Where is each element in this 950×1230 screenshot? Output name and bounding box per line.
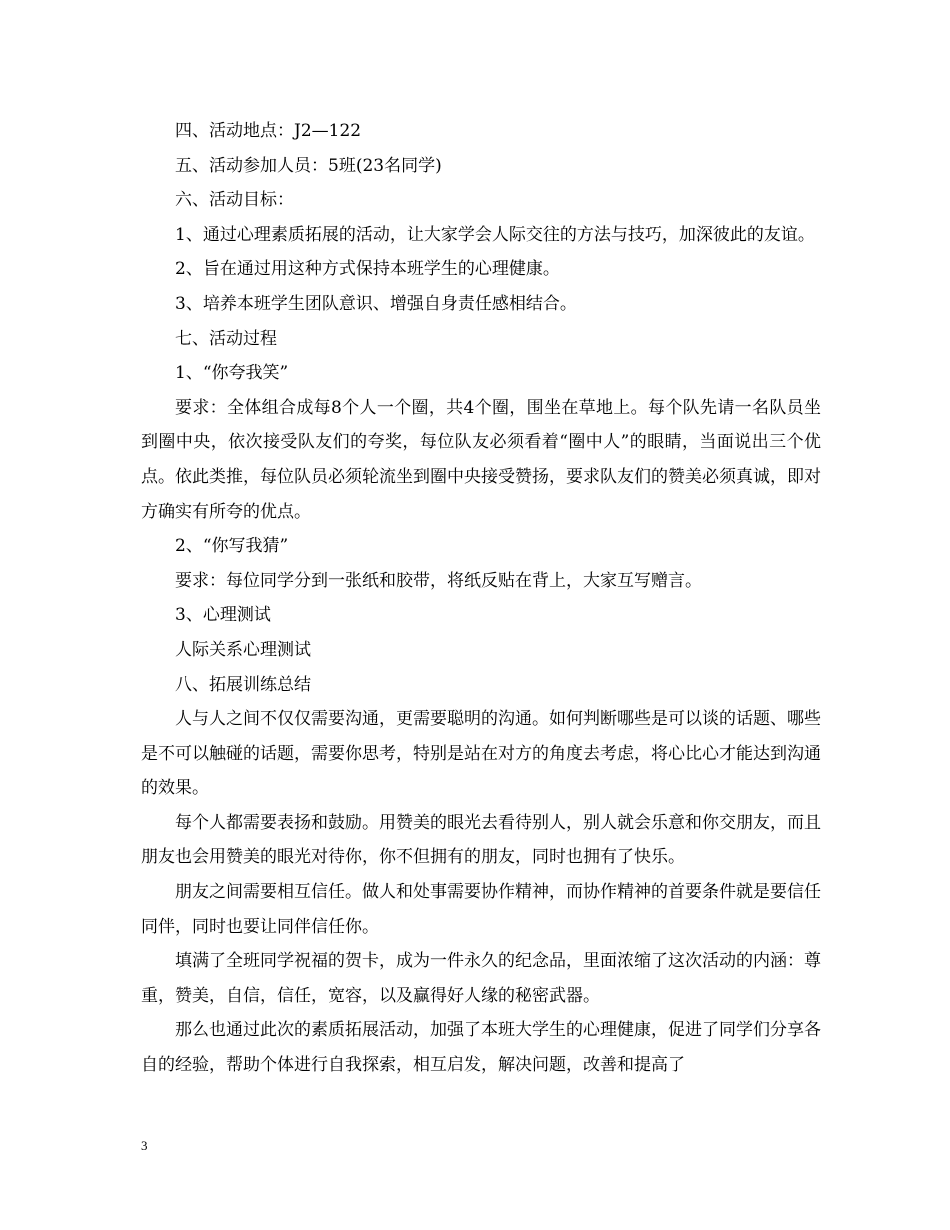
subsection-heading: 2、“你写我猜”: [175, 536, 289, 557]
subsection-heading: 1、“你夸我笑”: [175, 363, 289, 384]
document-body: [141, 114, 821, 1083]
paragraph: 人与人之间不仅仅需要沟通，更需要聪明的沟通。如何判断哪些是可以谈的话题、哪些是不可以触碰的话题，需要你思考，特别是站在对方的角度去考虑，将心比心才能达到沟通的效果。: [141, 709, 821, 799]
paragraph: 那么也通过此次的素质拓展活动，加强了本班大学生的心理健康，促进了同学们分享各自的经验，帮助个体进行自我探索，相互启发，解决问题，改善和提高了: [141, 1020, 821, 1076]
paragraph: 填满了全班同学祝福的贺卡，成为一件永久的纪念品，里面浓缩了这次活动的内涵：尊重，赞美，自信，信任，宽容，以及赢得好人缘的秘密武器。: [141, 951, 821, 1006]
subsection-heading: 3、心理测试: [175, 605, 271, 626]
paragraph: 1、通过心理素质拓展的活动，让大家学会人际交往的方法与技巧，加深彼此的友谊。: [175, 224, 815, 245]
paragraph: 四、活动地点：J2—122: [175, 121, 362, 141]
paragraph: 要求：每位同学分到一张纸和胶带，将纸反贴在背上，大家互写赠言。: [175, 570, 702, 591]
page-number: 3: [141, 1138, 148, 1153]
paragraph: 3、培养本班学生团队意识、增强自身责任感相结合。: [175, 293, 577, 314]
paragraph: 每个人都需要表扬和鼓励。用赞美的眼光去看待别人，别人就会乐意和你交朋友，而且朋友也会用赞美的眼光对待你，你不但拥有的朋友，同时也拥有了快乐。: [141, 812, 821, 868]
paragraph: 2、旨在通过用这种方式保持本班学生的心理健康。: [175, 259, 560, 280]
paragraph: 人际关系心理测试: [175, 639, 311, 660]
paragraph: 六、活动目标：: [175, 190, 294, 211]
paragraph: 要求：全体组合成每8个人一个圈，共4个圈，围坐在草地上。每个队先请一名队员坐到圈中央，依次接受队友们的夸奖，每位队友必须看着“圈中人”的眼睛，当面说出三个优点。依此类推，每位队员必须轮流坐到圈中央接受赞扬，要求队友们的赞美必须真诚，即对方确实有所夸的优点。: [141, 397, 821, 522]
section-heading: 八、拓展训练总结: [175, 674, 311, 695]
paragraph: 五、活动参加人员：5班(23名同学): [175, 155, 442, 176]
section-heading: 七、活动过程: [175, 328, 277, 349]
paragraph: 朋友之间需要相互信任。做人和处事需要协作精神，而协作精神的首要条件就是要信任同伴，同时也要让同伴信任你。: [141, 882, 821, 937]
